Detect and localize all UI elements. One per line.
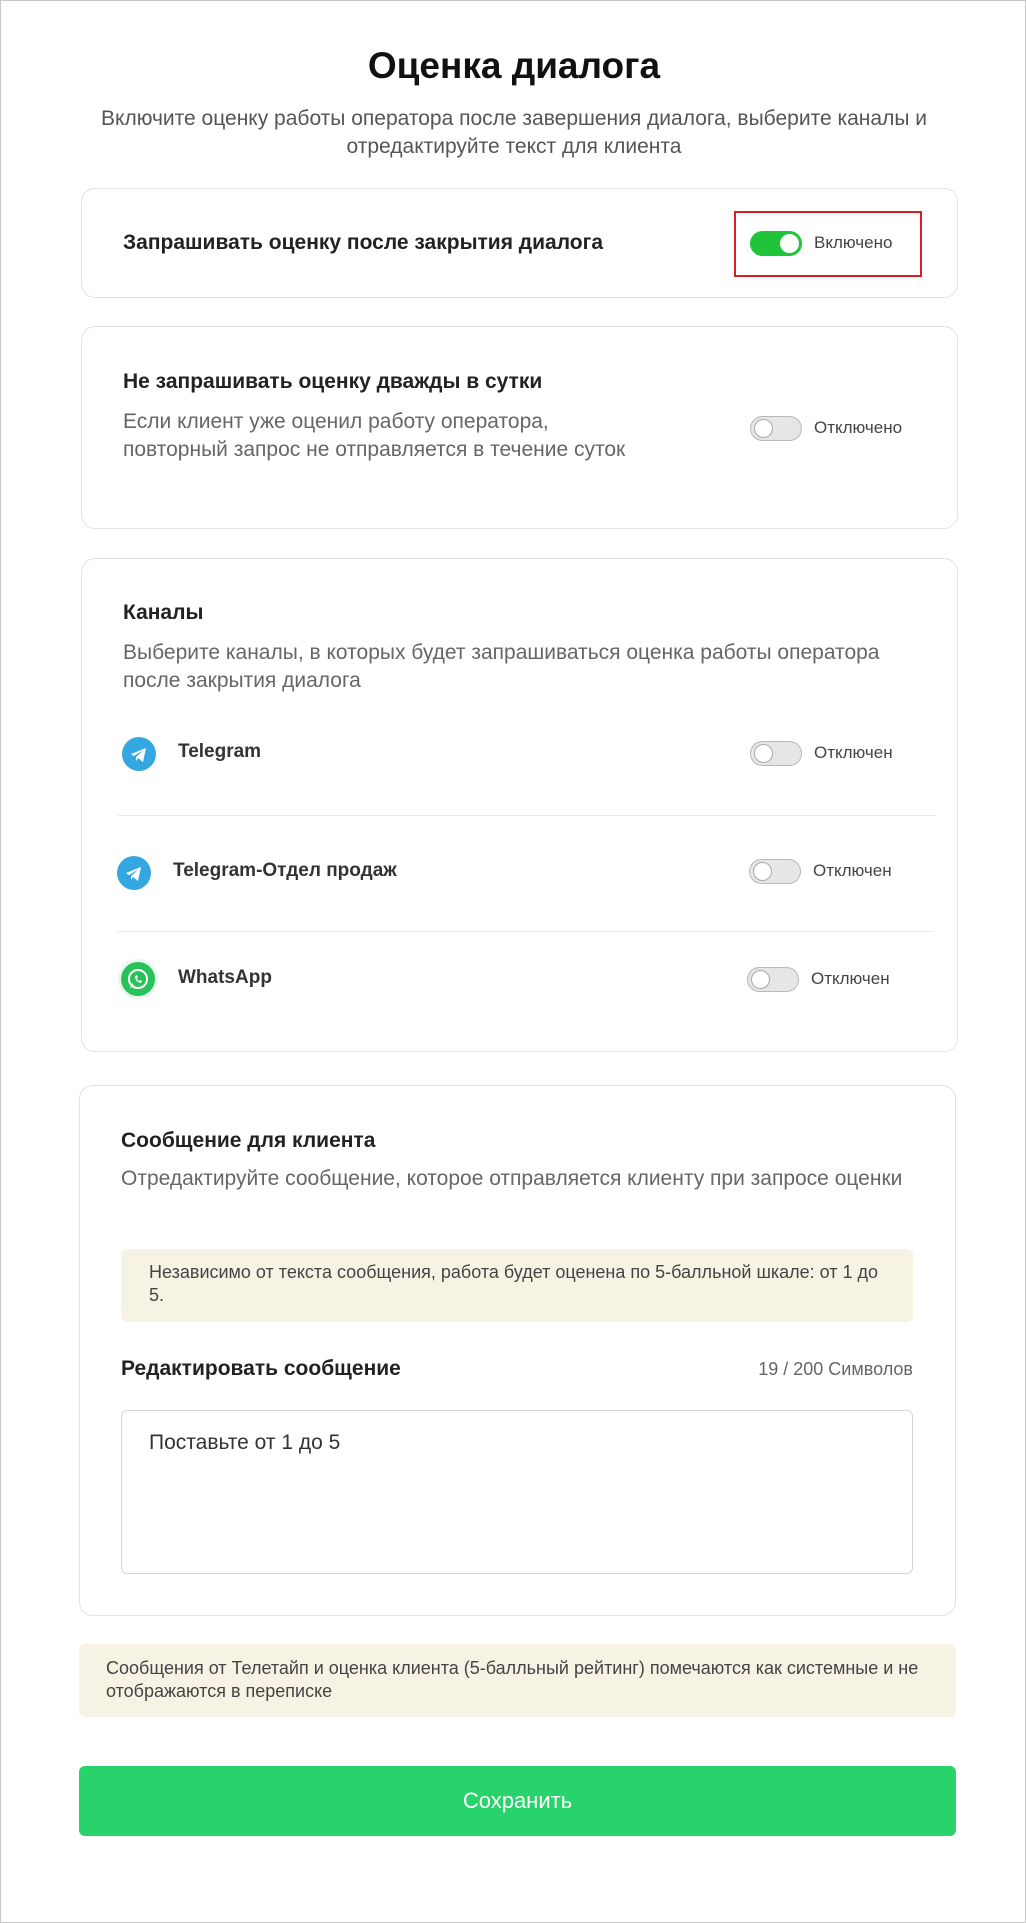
toggle-knob	[754, 419, 773, 438]
channel-telegram-sales-toggle[interactable]	[749, 859, 801, 884]
toggle-knob	[754, 744, 773, 763]
channel-telegram-toggle[interactable]	[750, 741, 802, 766]
once-per-day-title: Не запрашивать оценку дважды в сутки	[123, 370, 543, 393]
divider	[116, 931, 934, 932]
page-subtitle: Включите оценку работы оператора после завершения диалога, выберите каналы и отредактируйте текст для клиента	[101, 107, 927, 158]
whatsapp-icon	[121, 962, 155, 996]
once-per-day-description: Если клиент уже оценил работу оператора, повторный запрос не отправляется в течение суток	[123, 410, 626, 461]
channels-description: Выберите каналы, в которых будет запрашиваться оценка работы оператора после закрытия диалога	[123, 641, 880, 692]
toggle-knob	[751, 970, 770, 989]
once-per-day-toggle[interactable]	[750, 416, 802, 441]
channel-state: Отключен	[813, 861, 892, 880]
once-per-day-state: Отключено	[814, 418, 903, 437]
message-textarea[interactable]	[121, 1410, 913, 1574]
rating-request-label: Запрашивать оценку после закрытия диалога	[123, 231, 604, 254]
message-note: Независимо от текста сообщения, работа будет оценена по 5-балльной шкале: от 1 до 5.	[121, 1249, 913, 1322]
rating-request-state: Включено	[814, 233, 893, 252]
channel-name: Telegram-Отдел продаж	[173, 860, 397, 881]
message-description: Отредактируйте сообщение, которое отправляется клиенту при запросе оценки	[121, 1167, 903, 1190]
highlight-box	[734, 211, 922, 277]
divider	[118, 815, 936, 816]
telegram-icon	[122, 737, 156, 771]
channel-state: Отключен	[814, 743, 893, 762]
page-title: Оценка диалога	[367, 45, 661, 86]
channel-name: WhatsApp	[178, 967, 272, 988]
toggle-knob	[753, 862, 772, 881]
message-title: Сообщение для клиента	[121, 1129, 376, 1152]
channel-whatsapp-toggle[interactable]	[747, 967, 799, 992]
channel-name: Telegram	[178, 741, 262, 762]
channels-title: Каналы	[123, 601, 204, 624]
save-button[interactable]: Сохранить	[79, 1766, 956, 1836]
telegram-icon	[117, 856, 151, 890]
char-counter: 19 / 200 Символов	[758, 1359, 913, 1379]
footer-note: Сообщения от Телетайп и оценка клиента (5-балльный рейтинг) помечаются как системные и не отображаются в переписке	[79, 1644, 956, 1717]
edit-message-label: Редактировать сообщение	[121, 1357, 401, 1380]
channel-state: Отключен	[811, 969, 890, 988]
